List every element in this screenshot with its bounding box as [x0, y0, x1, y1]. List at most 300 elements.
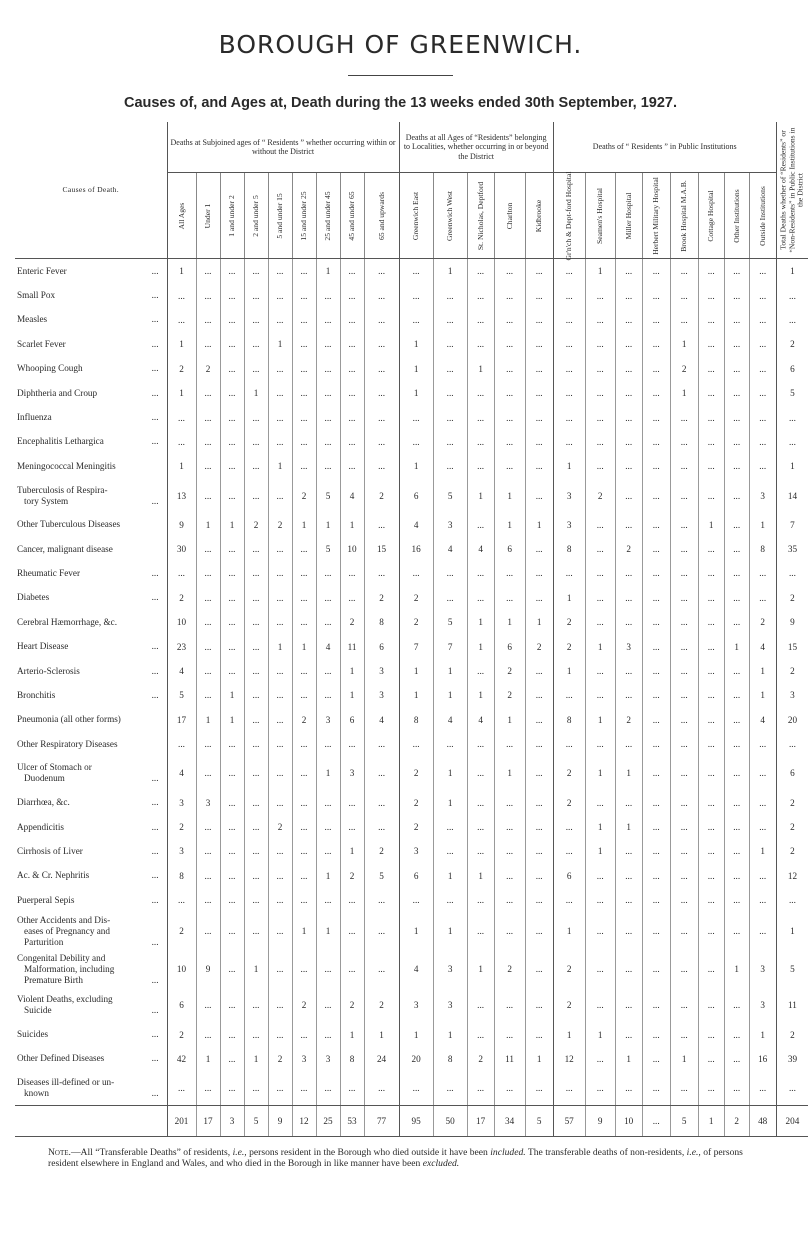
value-cell: ... — [340, 561, 364, 585]
value-cell: ... — [196, 634, 220, 658]
value-cell: 2 — [615, 708, 642, 732]
value-cell: ... — [670, 405, 698, 429]
note-excluded: excluded. — [422, 1157, 460, 1169]
value-cell: ... — [615, 405, 642, 429]
value-cell: 1 — [467, 479, 494, 513]
value-cell: ... — [244, 1022, 268, 1046]
value-cell: ... — [525, 1071, 553, 1106]
value-cell: 1 — [316, 756, 340, 790]
value-cell: ... — [670, 659, 698, 683]
value-cell: ... — [494, 561, 525, 585]
value-cell: ... — [316, 950, 340, 988]
value-cell: ... — [749, 357, 776, 381]
value-cell: ... — [244, 732, 268, 756]
value-cell: ... — [585, 561, 615, 585]
value-cell: ... — [494, 988, 525, 1022]
value-cell: ... — [196, 839, 220, 863]
column-header-label: 1 and under 2 — [226, 194, 236, 237]
value-cell: ... — [698, 537, 724, 561]
value-cell: ... — [494, 790, 525, 814]
value-cell: ... — [399, 1071, 433, 1106]
value-cell: ... — [196, 561, 220, 585]
value-cell: ... — [220, 405, 244, 429]
value-cell: 6 — [167, 988, 196, 1022]
value-cell: ... — [724, 1071, 749, 1106]
value-cell: ... — [196, 912, 220, 950]
value-cell: ... — [670, 708, 698, 732]
value-cell: 1 — [196, 1047, 220, 1071]
total-cell: 9 — [268, 1106, 292, 1137]
value-cell: ... — [433, 308, 467, 332]
value-cell: ... — [364, 259, 399, 284]
value-cell: 1 — [340, 839, 364, 863]
value-cell: 1 — [525, 1047, 553, 1071]
value-cell: ... — [340, 586, 364, 610]
value-cell: 6 — [340, 708, 364, 732]
value-cell: 1 — [467, 357, 494, 381]
value-cell: 2 — [553, 988, 585, 1022]
value-cell: ... — [585, 283, 615, 307]
leader-dots: ... — [151, 363, 159, 374]
value-cell: ... — [494, 839, 525, 863]
value-cell: ... — [244, 357, 268, 381]
value-cell: ... — [670, 454, 698, 478]
column-header-label: 65 and upwards — [376, 191, 386, 240]
causes-of-death-table — [15, 122, 808, 1137]
value-cell: ... — [585, 659, 615, 683]
leader-dots: ... — [151, 936, 159, 947]
value-cell: ... — [670, 839, 698, 863]
value-cell: ... — [220, 912, 244, 950]
value-cell: 1 — [776, 454, 808, 478]
value-cell: ... — [615, 1022, 642, 1046]
value-cell: 1 — [553, 586, 585, 610]
value-cell: ... — [244, 708, 268, 732]
value-cell: ... — [268, 405, 292, 429]
note-text-4: of persons resident elsewhere in England and Wales, and who died in the Borough in like manner have been — [48, 1147, 743, 1169]
value-cell: ... — [364, 561, 399, 585]
value-cell: ... — [316, 308, 340, 332]
value-cell: ... — [292, 683, 316, 707]
cause-cell — [15, 405, 167, 429]
value-cell: ... — [268, 357, 292, 381]
value-cell: ... — [433, 839, 467, 863]
value-cell: ... — [268, 756, 292, 790]
value-cell: ... — [292, 888, 316, 912]
value-cell: 1 — [399, 332, 433, 356]
value-cell: ... — [776, 308, 808, 332]
value-cell: ... — [698, 988, 724, 1022]
value-cell: ... — [525, 756, 553, 790]
value-cell: 2 — [167, 912, 196, 950]
value-cell: ... — [698, 732, 724, 756]
value-cell: 1 — [749, 659, 776, 683]
value-cell: 1 — [553, 659, 585, 683]
value-cell: ... — [698, 864, 724, 888]
value-cell: ... — [292, 790, 316, 814]
cause-cell — [15, 1047, 167, 1071]
value-cell: ... — [316, 839, 340, 863]
value-cell: ... — [585, 888, 615, 912]
value-cell: ... — [467, 586, 494, 610]
note-text-1: —All “Transferable Deaths” of residents, — [70, 1147, 233, 1158]
value-cell: ... — [615, 732, 642, 756]
leader-dots: ... — [151, 974, 159, 985]
total-cell: 2 — [724, 1106, 749, 1137]
value-cell: 1 — [494, 708, 525, 732]
value-cell: ... — [268, 683, 292, 707]
total-cell: 48 — [749, 1106, 776, 1137]
value-cell: 1 — [433, 259, 467, 284]
value-cell: ... — [220, 357, 244, 381]
cause-cell — [15, 430, 167, 454]
value-cell: ... — [196, 815, 220, 839]
value-cell: ... — [220, 659, 244, 683]
value-cell: ... — [670, 561, 698, 585]
value-cell: ... — [364, 381, 399, 405]
note-ie-1: i.e., — [232, 1147, 247, 1158]
column-header-label: 15 and under 25 — [298, 190, 308, 241]
value-cell: ... — [642, 683, 670, 707]
value-cell: 39 — [776, 1047, 808, 1071]
value-cell: ... — [268, 790, 292, 814]
cause-text: Rheumatic Fever — [17, 567, 81, 578]
value-cell: ... — [494, 332, 525, 356]
cause-line: Congenital Debility and — [17, 952, 106, 963]
value-cell: ... — [244, 561, 268, 585]
cause-line — [17, 937, 165, 948]
value-cell: ... — [292, 561, 316, 585]
value-cell: 9 — [776, 610, 808, 634]
column-header — [467, 173, 494, 259]
cause-cell — [15, 537, 167, 561]
value-cell: ... — [268, 1071, 292, 1106]
value-cell: 10 — [167, 610, 196, 634]
value-cell: ... — [698, 912, 724, 950]
value-cell: ... — [196, 537, 220, 561]
value-cell: ... — [776, 888, 808, 912]
value-cell: ... — [292, 839, 316, 863]
value-cell: 1 — [364, 1022, 399, 1046]
value-cell: ... — [642, 357, 670, 381]
value-cell: ... — [585, 1071, 615, 1106]
value-cell: ... — [220, 479, 244, 513]
value-cell: ... — [776, 405, 808, 429]
column-header-label: All Ages — [176, 202, 186, 229]
leader-dots: ... — [151, 592, 159, 603]
cause-cell — [15, 357, 167, 381]
value-cell: ... — [196, 1071, 220, 1106]
value-cell: ... — [525, 659, 553, 683]
column-header — [553, 173, 585, 259]
table-row — [15, 659, 808, 683]
value-cell: 1 — [340, 1022, 364, 1046]
value-cell: ... — [553, 381, 585, 405]
cause-line-text: Premature Birth — [24, 974, 83, 985]
value-cell: 3 — [433, 513, 467, 537]
value-cell: 3 — [316, 708, 340, 732]
value-cell: ... — [316, 561, 340, 585]
value-cell: ... — [494, 815, 525, 839]
value-cell: ... — [167, 430, 196, 454]
value-cell: ... — [776, 430, 808, 454]
column-header-label: Brook Hospital M.A.B. — [678, 179, 688, 252]
value-cell: ... — [244, 283, 268, 307]
value-cell: 6 — [399, 864, 433, 888]
value-cell: ... — [553, 561, 585, 585]
value-cell: 2 — [364, 479, 399, 513]
value-cell: ... — [525, 988, 553, 1022]
ages-group-header: Deaths at Subjoined ages of “ Residents ” whether occurring within or without the District — [167, 122, 399, 173]
value-cell: 4 — [433, 537, 467, 561]
value-cell: ... — [167, 561, 196, 585]
value-cell: 2 — [776, 839, 808, 863]
value-cell: ... — [670, 790, 698, 814]
value-cell: 1 — [494, 610, 525, 634]
value-cell: 1 — [340, 659, 364, 683]
value-cell: ... — [525, 864, 553, 888]
cause-cell — [15, 756, 167, 790]
value-cell: ... — [220, 864, 244, 888]
value-cell: 4 — [364, 708, 399, 732]
value-cell: 5 — [433, 479, 467, 513]
value-cell: 1 — [749, 1022, 776, 1046]
value-cell: ... — [220, 332, 244, 356]
value-cell: ... — [494, 864, 525, 888]
value-cell: ... — [724, 381, 749, 405]
value-cell: ... — [364, 912, 399, 950]
value-cell: ... — [749, 454, 776, 478]
value-cell: 1 — [196, 513, 220, 537]
value-cell: ... — [340, 381, 364, 405]
column-header — [724, 173, 749, 259]
note-lead: Note. — [48, 1147, 71, 1158]
value-cell: ... — [433, 405, 467, 429]
value-cell: ... — [642, 513, 670, 537]
value-cell: 2 — [340, 864, 364, 888]
value-cell: ... — [268, 537, 292, 561]
value-cell: ... — [642, 479, 670, 513]
total-cell: 204 — [776, 1106, 808, 1137]
value-cell: 8 — [399, 708, 433, 732]
value-cell: 2 — [292, 708, 316, 732]
value-cell: ... — [494, 405, 525, 429]
value-cell: ... — [268, 586, 292, 610]
column-header-label: Greenwich West — [444, 190, 454, 241]
column-header — [316, 173, 340, 259]
value-cell: ... — [433, 283, 467, 307]
total-cell: ... — [642, 1106, 670, 1137]
value-cell: 2 — [585, 479, 615, 513]
value-cell: 2 — [167, 815, 196, 839]
value-cell: 6 — [399, 479, 433, 513]
leader-dots: ... — [151, 689, 159, 700]
value-cell: ... — [724, 912, 749, 950]
value-cell: 5 — [364, 864, 399, 888]
value-cell: ... — [585, 1047, 615, 1071]
value-cell: 3 — [167, 790, 196, 814]
value-cell: ... — [494, 1071, 525, 1106]
table-row — [15, 479, 808, 513]
value-cell: ... — [399, 888, 433, 912]
cause-cell — [15, 381, 167, 405]
cause-line — [17, 496, 165, 507]
value-cell: 2 — [268, 815, 292, 839]
value-cell: 4 — [167, 659, 196, 683]
value-cell: ... — [698, 790, 724, 814]
value-cell: ... — [724, 988, 749, 1022]
value-cell: ... — [642, 888, 670, 912]
cause-cell — [15, 610, 167, 634]
value-cell: ... — [340, 357, 364, 381]
value-cell: 2 — [749, 610, 776, 634]
cause-cell — [15, 283, 167, 307]
column-header-label: Outside Institutions — [757, 185, 767, 246]
value-cell: ... — [698, 454, 724, 478]
value-cell: 11 — [340, 634, 364, 658]
value-cell: 5 — [433, 610, 467, 634]
value-cell: ... — [268, 708, 292, 732]
value-cell: ... — [525, 332, 553, 356]
value-cell: 3 — [553, 479, 585, 513]
value-cell: 1 — [585, 839, 615, 863]
value-cell: ... — [724, 732, 749, 756]
value-cell: ... — [292, 1022, 316, 1046]
value-cell: ... — [698, 561, 724, 585]
value-cell: ... — [749, 756, 776, 790]
cause-text: Whooping Cough — [17, 363, 83, 374]
value-cell: ... — [615, 659, 642, 683]
totals-label-cell — [15, 1106, 167, 1137]
value-cell: ... — [268, 259, 292, 284]
value-cell: ... — [196, 479, 220, 513]
value-cell: 9 — [167, 513, 196, 537]
value-cell: ... — [467, 815, 494, 839]
column-header — [749, 173, 776, 259]
value-cell: 11 — [494, 1047, 525, 1071]
value-cell: ... — [399, 405, 433, 429]
leader-dots: ... — [151, 338, 159, 349]
value-cell: ... — [749, 790, 776, 814]
value-cell: ... — [340, 332, 364, 356]
value-cell: 1 — [749, 513, 776, 537]
value-cell: 5 — [167, 683, 196, 707]
value-cell: ... — [525, 561, 553, 585]
value-cell: 1 — [433, 790, 467, 814]
value-cell: ... — [196, 683, 220, 707]
cause-cell — [15, 586, 167, 610]
value-cell: ... — [433, 732, 467, 756]
value-cell: 2 — [268, 1047, 292, 1071]
cause-text: Scarlet Fever — [17, 338, 66, 349]
value-cell: 7 — [433, 634, 467, 658]
column-header-label: Greenwich East — [410, 191, 420, 240]
cause-cell — [15, 732, 167, 756]
value-cell: ... — [553, 430, 585, 454]
value-cell: ... — [292, 1071, 316, 1106]
value-cell: ... — [585, 332, 615, 356]
value-cell: ... — [585, 513, 615, 537]
value-cell: ... — [670, 864, 698, 888]
value-cell: 1 — [525, 610, 553, 634]
leader-dots: ... — [151, 1053, 159, 1064]
column-header-label: 45 and under 65 — [346, 190, 356, 241]
value-cell: ... — [220, 1071, 244, 1106]
value-cell: 5 — [316, 479, 340, 513]
value-cell: ... — [615, 357, 642, 381]
value-cell: ... — [776, 561, 808, 585]
note-included: included. — [490, 1147, 526, 1158]
value-cell: ... — [316, 610, 340, 634]
value-cell: ... — [244, 815, 268, 839]
value-cell: 1 — [585, 1022, 615, 1046]
cause-text: Diabetes — [17, 592, 50, 603]
value-cell: ... — [364, 815, 399, 839]
value-cell: ... — [364, 732, 399, 756]
value-cell: ... — [724, 308, 749, 332]
value-cell: ... — [340, 790, 364, 814]
value-cell: ... — [220, 756, 244, 790]
value-cell: ... — [433, 815, 467, 839]
column-header-label: Kidbrooke — [533, 199, 543, 232]
cause-text: Cancer, malignant disease — [17, 543, 113, 554]
value-cell: ... — [642, 332, 670, 356]
value-cell: ... — [585, 586, 615, 610]
leader-dots: ... — [151, 870, 159, 881]
value-cell: ... — [244, 479, 268, 513]
column-header — [433, 173, 467, 259]
value-cell: ... — [196, 888, 220, 912]
value-cell: ... — [494, 283, 525, 307]
value-cell: ... — [364, 405, 399, 429]
value-cell: ... — [399, 283, 433, 307]
value-cell: ... — [724, 708, 749, 732]
value-cell: 1 — [433, 659, 467, 683]
value-cell: 3 — [196, 790, 220, 814]
value-cell: ... — [698, 479, 724, 513]
value-cell: ... — [642, 586, 670, 610]
total-cell: 17 — [467, 1106, 494, 1137]
value-cell: 1 — [670, 381, 698, 405]
value-cell: ... — [615, 381, 642, 405]
cause-line: eases of Pregnancy and — [24, 925, 110, 936]
value-cell: ... — [724, 888, 749, 912]
value-cell: ... — [553, 1071, 585, 1106]
value-cell: ... — [467, 790, 494, 814]
value-cell: ... — [585, 988, 615, 1022]
table-row — [15, 1047, 808, 1071]
value-cell: ... — [364, 357, 399, 381]
value-cell: ... — [268, 430, 292, 454]
value-cell: 3 — [292, 1047, 316, 1071]
value-cell: 2 — [494, 683, 525, 707]
value-cell: ... — [525, 537, 553, 561]
value-cell: ... — [220, 308, 244, 332]
value-cell: ... — [615, 864, 642, 888]
value-cell: ... — [244, 454, 268, 478]
value-cell: ... — [244, 790, 268, 814]
value-cell: ... — [585, 950, 615, 988]
value-cell: ... — [553, 357, 585, 381]
value-cell: ... — [292, 283, 316, 307]
value-cell: ... — [749, 405, 776, 429]
cause-text: Pneumonia (all other forms) — [17, 714, 121, 725]
cause-text: Suicides — [17, 1029, 49, 1040]
value-cell: ... — [698, 1047, 724, 1071]
value-cell: ... — [698, 357, 724, 381]
value-cell: ... — [724, 357, 749, 381]
value-cell: ... — [615, 610, 642, 634]
